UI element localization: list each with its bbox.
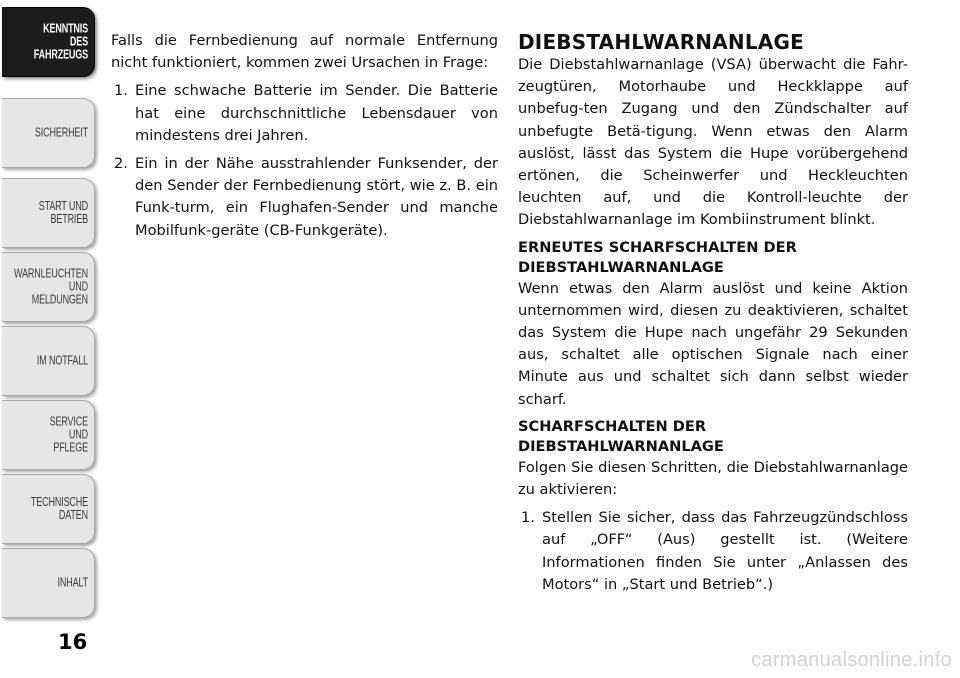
tab-label: WARNLEUCHTEN UND MELDUNGEN [14, 266, 88, 307]
list-item [114, 153, 498, 242]
tab-kenntnis-des-fahrzeugs[interactable] [2, 7, 95, 77]
rearm-heading: ERNEUTES SCHARFSCHALTEN DER DIEBSTAHLWARNANLAGE [518, 238, 797, 276]
list-item [114, 80, 498, 147]
tab-label: SICHERHEIT [34, 125, 88, 140]
left-text-column [111, 30, 498, 248]
list-number: 1. [114, 82, 128, 100]
tab-label: KENNTNIS DES FAHRZEUGS [33, 21, 88, 62]
tab-label: TECHNISCHE DATEN [30, 495, 88, 522]
page-number: 16 [58, 630, 88, 654]
tab-sicherheit[interactable] [2, 98, 95, 168]
tab-im-notfall[interactable] [2, 326, 95, 396]
tab-label: INHALT [57, 575, 88, 590]
arm-steps-list [521, 507, 908, 596]
alarm-description: Die Diebstahlwarnanlage (VSA) überwacht die Fahr-zeugtüren, Motorhaube und Heckklappe auf unbefug-ten Zugang und den Zündschalter auf unbefugte Betä-tigung. Wenn etwas den Alarm auslöst, lässt das System die Hupe vorübergehend ertönen, die Scheinwerfer und Heckleuchten leuchten auf, und die Kontroll-leuchte der Diebstahlwarnanlage im Kombiinstrument blinkt. [518, 56, 908, 229]
arm-intro: Folgen Sie diesen Schritten, die Diebstahlwarnanlage zu aktivieren: [518, 458, 908, 499]
list-number: 1. [521, 509, 535, 527]
right-text-column [518, 30, 908, 602]
chapter-tab-sidebar [0, 0, 100, 678]
tab-inhalt[interactable] [2, 548, 95, 618]
tab-start-und-betrieb[interactable] [2, 178, 95, 248]
tab-label: SERVICE UND PFLEGE [49, 414, 88, 455]
watermark-text: carmanualsonline.info [751, 649, 952, 671]
tab-label: START UND BETRIEB [38, 199, 88, 226]
tab-service-und-pflege[interactable] [2, 400, 95, 470]
arm-heading: SCHARFSCHALTEN DER DIEBSTAHLWARNANLAGE [518, 417, 724, 455]
tab-warnleuchten-und-meldungen[interactable] [2, 252, 95, 322]
tab-technische-daten[interactable] [2, 474, 95, 544]
remote-range-intro: Falls die Fernbedienung auf normale Entfernung nicht funktioniert, kommen zwei Ursachen in Frage: [111, 32, 498, 72]
cause-list [114, 80, 498, 241]
list-number: 2. [114, 155, 128, 173]
rearm-text: Wenn etwas den Alarm auslöst und keine Aktion unternommen wird, diesen zu deaktivieren, schaltet das System die Hupe nach ungefähr 29 Sekunden aus, schaltet alle optischen Signale nach einer Minute aus und schaltet sich dann selbst wieder scharf. [518, 279, 908, 408]
section-heading: DIEBSTAHLWARNANLAGE [518, 30, 804, 54]
list-item [521, 507, 908, 596]
list-text: Ein in der Nähe ausstrahlender Funksender, der den Sender der Fernbedienung stört, wie z. B. ein Funk-turm, ein Flughafen-Sender und manche Mobilfunk-geräte (CB-Funkgeräte). [135, 155, 498, 239]
list-text: Eine schwache Batterie im Sender. Die Batterie hat eine durchschnittliche Lebensdauer von mindestens drei Jahren. [135, 82, 498, 144]
list-text: Stellen Sie sicher, dass das Fahrzeugzündschloss auf „OFF“ (Aus) gestellt ist. (Weitere Informationen finden Sie unter „Anlassen des Motors“ in „Start und Betrieb“.) [542, 509, 908, 593]
tab-label: IM NOTFALL [36, 353, 88, 368]
